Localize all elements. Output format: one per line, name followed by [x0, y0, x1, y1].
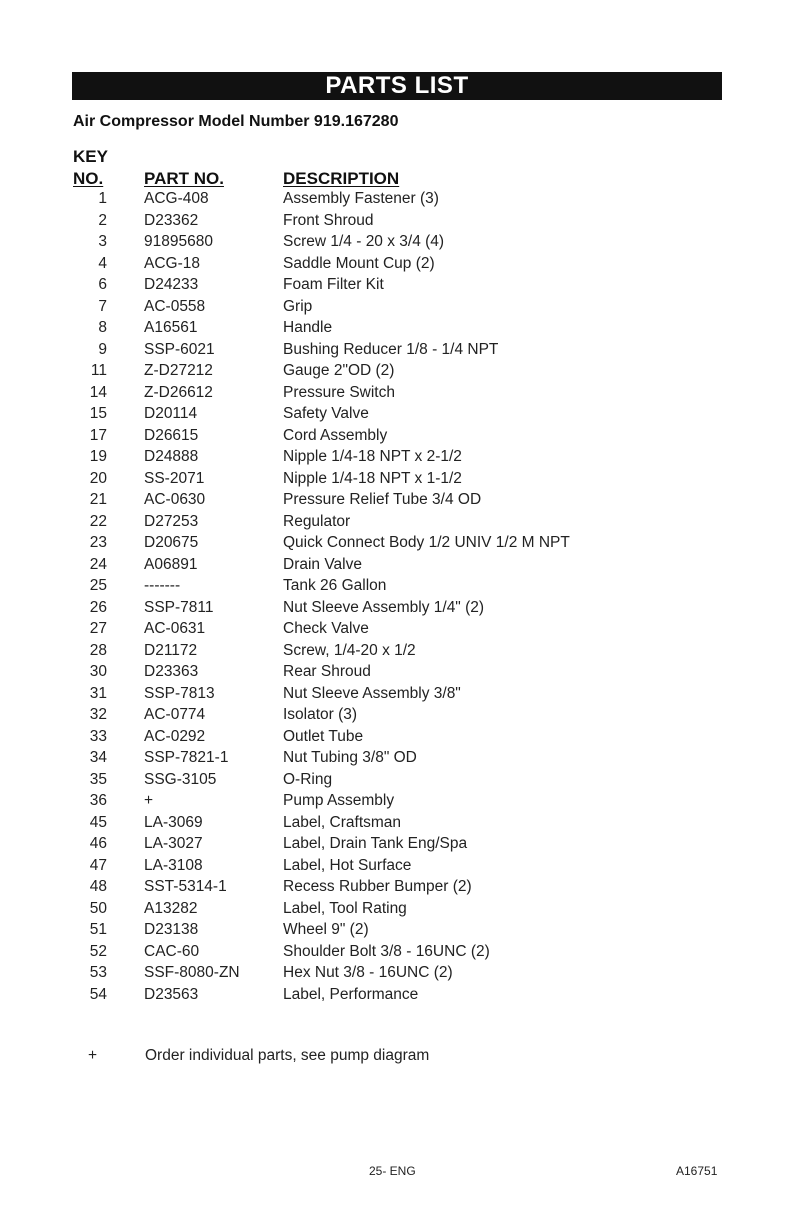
key-no-cell: 2 [98, 211, 107, 229]
table-row [73, 511, 723, 533]
table-row [73, 425, 723, 447]
part-no-cell: D23363 [144, 663, 199, 680]
table-row [73, 575, 723, 597]
description-cell: Nut Tubing 3/8" OD [283, 749, 417, 766]
table-row [73, 919, 723, 941]
table-row [73, 833, 723, 855]
description-cell: Cord Assembly [283, 426, 388, 444]
part-no-cell: A13282 [144, 899, 198, 917]
key-no-cell: 34 [89, 749, 107, 766]
key-no-cell: 23 [89, 534, 107, 551]
part-no-cell: ACG-408 [144, 190, 209, 207]
description-cell: Screw 1/4 - 20 x 3/4 (4) [283, 233, 445, 250]
parts-list-banner: PARTS LIST [72, 72, 722, 100]
key-no-cell: 11 [90, 362, 107, 379]
part-no-cell: D24233 [144, 276, 199, 293]
description-cell: Label, Performance [283, 985, 419, 1003]
key-no-cell: 50 [89, 899, 107, 917]
key-no-cell: 22 [89, 512, 107, 530]
footnote-symbol: + [88, 1047, 98, 1064]
description-cell: Recess Rubber Bumper (2) [283, 878, 472, 895]
table-row [73, 683, 723, 705]
description-cell: Screw, 1/4-20 x 1/2 [283, 641, 416, 659]
key-no-cell: 35 [89, 770, 107, 788]
part-no-cell: D27253 [144, 512, 199, 530]
part-no-cell: A16561 [144, 319, 198, 336]
description-cell: Nut Sleeve Assembly 3/8" [283, 684, 461, 702]
part-no-cell: D23563 [144, 985, 199, 1003]
description-cell: Label, Craftsman [283, 813, 402, 831]
table-row [73, 984, 723, 1006]
part-no-cell: CAC-60 [144, 942, 200, 960]
key-no-cell: 30 [89, 663, 107, 680]
description-cell: O-Ring [283, 770, 333, 788]
table-row [73, 898, 723, 920]
part-no-cell: SSP-7811 [144, 598, 214, 616]
key-no-cell: 47 [89, 856, 107, 874]
part-no-cell: D21172 [144, 641, 198, 659]
table-row [73, 640, 723, 662]
description-cell: Label, Drain Tank Eng/Spa [283, 835, 468, 852]
table-row [73, 296, 723, 318]
part-no-cell: D20675 [144, 534, 199, 551]
description-cell: Isolator (3) [283, 706, 358, 723]
part-no-cell: Z-D27212 [144, 362, 213, 379]
key-no-cell: 46 [89, 835, 107, 852]
part-no-cell: 91895680 [144, 233, 213, 250]
part-no-cell: D24888 [144, 448, 199, 465]
key-no-cell: 24 [89, 555, 107, 573]
part-no-cell: AC-0558 [144, 297, 206, 315]
description-cell: Front Shroud [283, 211, 374, 229]
part-no-cell: D26615 [144, 426, 199, 444]
table-row [73, 446, 723, 468]
table-row [73, 360, 723, 382]
part-no-cell: AC-0631 [144, 620, 206, 637]
key-no-cell: 9 [98, 340, 107, 358]
key-no-cell: 25 [89, 577, 107, 594]
key-label: KEY [73, 147, 108, 166]
part-no-cell: LA-3027 [144, 835, 203, 852]
key-no-cell: 45 [89, 813, 107, 831]
part-no-cell: ACG-18 [144, 254, 200, 272]
key-no-cell: 14 [89, 383, 107, 401]
table-row [73, 597, 723, 619]
part-no-cell: SS-2071 [144, 469, 205, 487]
part-no-cell: SSP-7821-1 [144, 749, 229, 766]
key-no-cell: 4 [98, 254, 107, 272]
table-row [73, 618, 723, 640]
key-no-cell: 54 [89, 985, 107, 1003]
part-no-cell: LA-3108 [144, 856, 203, 874]
part-no-cell: + [144, 792, 154, 809]
description-cell: Shoulder Bolt 3/8 - 16UNC (2) [283, 942, 490, 960]
table-row [73, 790, 723, 812]
key-no-cell: 33 [89, 727, 107, 745]
part-no-cell: AC-0630 [144, 491, 206, 508]
key-no-cell: 48 [89, 878, 107, 895]
part-no-cell: A06891 [144, 555, 198, 573]
description-cell: Saddle Mount Cup (2) [283, 254, 435, 272]
table-row [73, 532, 723, 554]
key-no-cell: 3 [98, 233, 107, 250]
part-no-cell: SSG-3105 [144, 770, 217, 788]
part-no-cell: SSF-8080-ZN [144, 964, 240, 981]
table-row [73, 812, 723, 834]
table-row [73, 554, 723, 576]
key-no-cell: 8 [98, 319, 107, 336]
description-cell: Foam Filter Kit [283, 276, 384, 293]
description-cell: Hex Nut 3/8 - 16UNC (2) [283, 964, 453, 981]
table-row [73, 661, 723, 683]
description-cell: Handle [283, 319, 333, 336]
description-cell: Safety Valve [283, 405, 369, 422]
description-cell: Outlet Tube [283, 727, 364, 745]
description-cell: Assembly Fastener (3) [283, 190, 439, 207]
table-row [73, 231, 723, 253]
part-no-cell: D20114 [144, 405, 198, 422]
key-no-cell: 26 [89, 598, 107, 616]
table-row [73, 274, 723, 296]
description-cell: Tank 26 Gallon [283, 577, 387, 594]
description-cell: Label, Hot Surface [283, 856, 412, 874]
key-no-cell: 15 [89, 405, 107, 422]
header-description: DESCRIPTION [283, 169, 400, 188]
table-row [73, 403, 723, 425]
footnote [88, 1047, 429, 1065]
page-number: 25- ENG [369, 1164, 416, 1178]
description-cell: Gauge 2"OD (2) [283, 362, 395, 379]
description-cell: Rear Shroud [283, 663, 371, 680]
header-part-no: PART NO. [144, 169, 224, 188]
table-row [73, 317, 723, 339]
part-no-cell: Z-D26612 [144, 383, 213, 401]
key-no-cell: 27 [89, 620, 107, 637]
description-cell: Regulator [283, 512, 351, 530]
description-cell: Nipple 1/4-18 NPT x 1-1/2 [283, 469, 462, 487]
table-row [73, 468, 723, 490]
header-no: NO. [73, 169, 104, 188]
parts-table [73, 188, 723, 1005]
description-cell: Label, Tool Rating [283, 899, 407, 917]
key-no-cell: 21 [89, 491, 107, 508]
description-cell: Quick Connect Body 1/2 UNIV 1/2 M NPT [283, 534, 570, 551]
part-no-cell: AC-0774 [144, 706, 206, 723]
key-no-cell: 17 [89, 426, 107, 444]
key-no-cell: 52 [89, 942, 107, 960]
description-cell: Check Valve [283, 620, 369, 637]
key-no-cell: 51 [89, 921, 107, 938]
description-cell: Pressure Relief Tube 3/4 OD [283, 491, 482, 508]
table-row [73, 339, 723, 361]
key-no-cell: 20 [89, 469, 107, 487]
description-cell: Drain Valve [283, 555, 362, 573]
key-no-cell: 31 [89, 684, 107, 702]
key-no-cell: 19 [89, 448, 107, 465]
table-row [73, 382, 723, 404]
document-code: A16751 [676, 1164, 718, 1178]
table-row [73, 188, 723, 210]
description-cell: Nut Sleeve Assembly 1/4" (2) [283, 598, 485, 616]
part-no-cell: AC-0292 [144, 727, 206, 745]
part-no-cell: LA-3069 [144, 813, 203, 831]
table-row [73, 941, 723, 963]
table-row [73, 489, 723, 511]
part-no-cell: D23138 [144, 921, 199, 938]
key-no-cell: 7 [98, 297, 107, 315]
key-no-cell: 36 [89, 792, 107, 809]
description-cell: Pressure Switch [283, 383, 395, 401]
part-no-cell: D23362 [144, 211, 199, 229]
part-no-cell: SSP-7813 [144, 684, 215, 702]
part-no-cell: ------- [144, 577, 181, 594]
description-cell: Pump Assembly [283, 792, 395, 809]
part-no-cell: SSP-6021 [144, 340, 215, 358]
table-row [73, 726, 723, 748]
table-row [73, 876, 723, 898]
table-row [73, 704, 723, 726]
table-row [73, 210, 723, 232]
table-row [73, 855, 723, 877]
table-row [73, 769, 723, 791]
description-cell: Nipple 1/4-18 NPT x 2-1/2 [283, 448, 462, 465]
description-cell: Grip [283, 297, 313, 315]
key-no-cell: 32 [89, 706, 107, 723]
model-subtitle: Air Compressor Model Number 919.167280 [73, 113, 399, 130]
key-no-cell: 1 [98, 190, 107, 207]
key-no-cell: 53 [89, 964, 107, 981]
key-no-cell: 6 [98, 276, 107, 293]
table-row [73, 747, 723, 769]
description-cell: Bushing Reducer 1/8 - 1/4 NPT [283, 340, 499, 358]
table-row [73, 253, 723, 275]
footnote-text: Order individual parts, see pump diagram [145, 1047, 430, 1064]
table-row [73, 962, 723, 984]
part-no-cell: SST-5314-1 [144, 878, 227, 895]
description-cell: Wheel 9" (2) [283, 921, 369, 938]
key-no-cell: 28 [89, 641, 107, 659]
